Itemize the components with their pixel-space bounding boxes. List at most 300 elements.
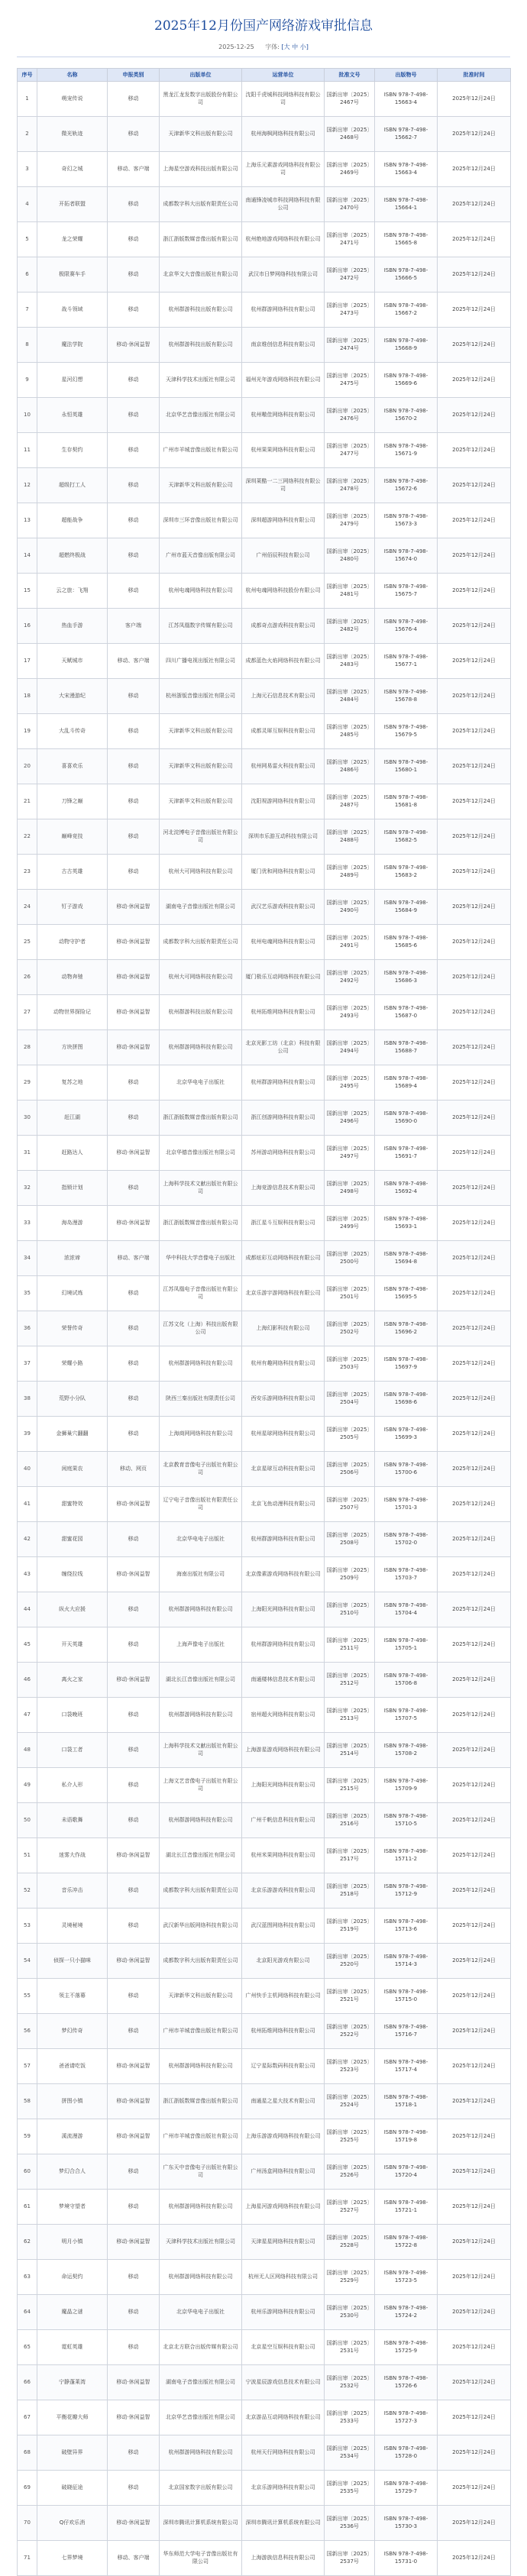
- cell-approval-no: 国新出审〔2025〕2493号: [325, 995, 375, 1030]
- cell-category: 移动·休闲益智: [108, 1206, 160, 1241]
- cell-publisher: 天津科学技术出版社有限公司: [160, 2225, 242, 2260]
- cell-category: 移动: [108, 2471, 160, 2506]
- cell-isbn: ISBN 978-7-498-15669-6: [375, 363, 438, 398]
- cell-isbn: ISBN 978-7-498-15731-0: [375, 2541, 438, 2576]
- table-row: [18, 784, 511, 819]
- cell-approval-no: 国新出审〔2025〕2511号: [325, 1627, 375, 1663]
- cell-category: 移动: [108, 1909, 160, 1944]
- cell-index: 52: [18, 1873, 37, 1909]
- cell-approval-date: 2025年12月24日: [438, 1311, 511, 1346]
- cell-isbn: ISBN 978-7-498-15671-9: [375, 433, 438, 468]
- cell-category: 移动: [108, 1803, 160, 1838]
- cell-name: 赶江湖: [37, 1101, 108, 1136]
- cell-publisher: 杭州群游网络科技有限公司: [160, 1698, 242, 1733]
- cell-approval-date: 2025年12月24日: [438, 1733, 511, 1768]
- cell-index: 60: [18, 2154, 37, 2190]
- cell-index: 1: [18, 82, 37, 117]
- cell-operator: 厦门极乐互动网络科技有限公司: [242, 960, 325, 995]
- cell-category: 移动: [108, 784, 160, 819]
- table-row: [18, 2400, 511, 2435]
- cell-name: 浓浓谛: [37, 1241, 108, 1276]
- cell-category: 移动: [108, 2260, 160, 2295]
- cell-index: 5: [18, 222, 37, 257]
- cell-name: 极限赛车手: [37, 257, 108, 293]
- cell-name: 缠绕拉线: [37, 1557, 108, 1592]
- cell-publisher: 四川广播电视出版社有限公司: [160, 644, 242, 679]
- cell-isbn: ISBN 978-7-498-15707-5: [375, 1698, 438, 1733]
- cell-category: 移动·休闲益智: [108, 328, 160, 363]
- table-row: [18, 609, 511, 644]
- cell-approval-date: 2025年12月24日: [438, 819, 511, 855]
- cell-approval-date: 2025年12月24日: [438, 574, 511, 609]
- cell-publisher: 天津新华文科出版有限公司: [160, 749, 242, 784]
- page-title: 2025年12月份国产网络游戏审批信息: [154, 18, 373, 34]
- table-row: [18, 1627, 511, 1663]
- cell-publisher: 北京华艺音像出版社有限公司: [160, 398, 242, 433]
- cell-approval-no: 国新出审〔2025〕2483号: [325, 644, 375, 679]
- cell-index: 24: [18, 890, 37, 925]
- table-row: [18, 187, 511, 222]
- cell-approval-no: 国新出审〔2025〕2503号: [325, 1346, 375, 1382]
- cell-approval-no: 国新出审〔2025〕2524号: [325, 2084, 375, 2119]
- table-row: [18, 1276, 511, 1311]
- cell-isbn: ISBN 978-7-498-15726-6: [375, 2365, 438, 2400]
- cell-index: 64: [18, 2295, 37, 2330]
- cell-index: 70: [18, 2506, 37, 2541]
- cell-operator: 广州佰辰科技有限公司: [242, 538, 325, 574]
- cell-name: 音乐冲击: [37, 1873, 108, 1909]
- cell-approval-no: 国新出审〔2025〕2499号: [325, 1206, 375, 1241]
- cell-index: 19: [18, 714, 37, 749]
- cell-category: 移动: [108, 2154, 160, 2190]
- cell-category: 移动: [108, 2014, 160, 2049]
- cell-approval-no: 国新出审〔2025〕2484号: [325, 679, 375, 714]
- cell-isbn: ISBN 978-7-498-15672-6: [375, 468, 438, 503]
- cell-approval-no: 国新出审〔2025〕2523号: [325, 2049, 375, 2084]
- cell-approval-no: 国新出审〔2025〕2482号: [325, 609, 375, 644]
- cell-operator: 深圳市腾讯计算机系统有限公司: [242, 2506, 325, 2541]
- cell-category: 移动: [108, 503, 160, 538]
- cell-category: 移动: [108, 1627, 160, 1663]
- cell-approval-no: 国新出审〔2025〕2481号: [325, 574, 375, 609]
- cell-operator: 杭州无人区网络科技有限公司: [242, 2260, 325, 2295]
- cell-publisher: 北京国家数字出版有限公司: [160, 2471, 242, 2506]
- cell-approval-date: 2025年12月24日: [438, 1452, 511, 1487]
- cell-approval-no: 国新出审〔2025〕2480号: [325, 538, 375, 574]
- cell-isbn: ISBN 978-7-498-15677-1: [375, 644, 438, 679]
- cell-publisher: 广东天中音像电子出版社有限公司: [160, 2154, 242, 2190]
- cell-publisher: 北京北方联合出版传媒有限公司: [160, 2330, 242, 2365]
- cell-approval-no: 国新出审〔2025〕2537号: [325, 2541, 375, 2576]
- cell-approval-date: 2025年12月24日: [438, 2260, 511, 2295]
- cell-approval-date: 2025年12月24日: [438, 2084, 511, 2119]
- table-row: [18, 2435, 511, 2471]
- cell-isbn: ISBN 978-7-498-15673-3: [375, 503, 438, 538]
- cell-approval-date: 2025年12月24日: [438, 1838, 511, 1873]
- cell-category: 移动: [108, 1101, 160, 1136]
- cell-name: 梦幻传奇: [37, 2014, 108, 2049]
- cell-approval-date: 2025年12月24日: [438, 1979, 511, 2014]
- cell-name: 甜蜜花园: [37, 1522, 108, 1557]
- cell-index: 47: [18, 1698, 37, 1733]
- cell-name: 喜喜欢乐: [37, 749, 108, 784]
- cell-approval-date: 2025年12月24日: [438, 117, 511, 152]
- cell-isbn: ISBN 978-7-498-15666-5: [375, 257, 438, 293]
- table-row: [18, 152, 511, 187]
- cell-publisher: 天津新华文科出版有限公司: [160, 784, 242, 819]
- cell-index: 48: [18, 1733, 37, 1768]
- cell-approval-no: 国新出审〔2025〕2528号: [325, 2225, 375, 2260]
- table-row: [18, 1944, 511, 1979]
- cell-approval-date: 2025年12月24日: [438, 855, 511, 890]
- cell-approval-date: 2025年12月24日: [438, 2400, 511, 2435]
- cell-approval-date: 2025年12月24日: [438, 2190, 511, 2225]
- column-header-approval-no: 批准文号: [325, 69, 375, 82]
- cell-publisher: 浙江浙版数媒音像出版有限公司: [160, 1206, 242, 1241]
- cell-publisher: 广州市蓝天音像出版有限公司: [160, 538, 242, 574]
- cell-approval-no: 国新出审〔2025〕2473号: [325, 293, 375, 328]
- table-row: [18, 1733, 511, 1768]
- cell-publisher: 湖北长江音像出版社有限公司: [160, 1838, 242, 1873]
- cell-category: 移动·休闲益智: [108, 995, 160, 1030]
- cell-name: 古古英雄: [37, 855, 108, 890]
- cell-index: 43: [18, 1557, 37, 1592]
- cell-publisher: 北京华电电子出版社: [160, 2295, 242, 2330]
- cell-isbn: ISBN 978-7-498-15727-3: [375, 2400, 438, 2435]
- cell-approval-no: 国新出审〔2025〕2491号: [325, 925, 375, 960]
- cell-index: 40: [18, 1452, 37, 1487]
- cell-category: 移动: [108, 1873, 160, 1909]
- cell-category: 移动: [108, 1522, 160, 1557]
- cell-isbn: ISBN 978-7-498-15708-2: [375, 1733, 438, 1768]
- cell-approval-date: 2025年12月24日: [438, 1522, 511, 1557]
- table-row: [18, 1452, 511, 1487]
- cell-operator: 广州快手主机网络科技有限公司: [242, 1979, 325, 2014]
- cell-category: 移动: [108, 1065, 160, 1101]
- cell-name: 生存契约: [37, 433, 108, 468]
- cell-approval-date: 2025年12月24日: [438, 2119, 511, 2154]
- table-row: [18, 644, 511, 679]
- cell-approval-no: 国新出审〔2025〕2467号: [325, 82, 375, 117]
- cell-category: 移动: [108, 187, 160, 222]
- cell-approval-no: 国新出审〔2025〕2516号: [325, 1803, 375, 1838]
- column-header-index: 序号: [18, 69, 37, 82]
- cell-category: 移动: [108, 1276, 160, 1311]
- cell-category: 移动、客户端: [108, 2541, 160, 2576]
- cell-approval-date: 2025年12月24日: [438, 363, 511, 398]
- cell-category: 移动: [108, 855, 160, 890]
- cell-index: 33: [18, 1206, 37, 1241]
- table-row: [18, 1065, 511, 1101]
- cell-approval-date: 2025年12月24日: [438, 644, 511, 679]
- cell-name: 动物守护者: [37, 925, 108, 960]
- cell-name: 破壁异界: [37, 2435, 108, 2471]
- table-row: [18, 890, 511, 925]
- table-row: [18, 2506, 511, 2541]
- cell-index: 8: [18, 328, 37, 363]
- cell-isbn: ISBN 978-7-498-15690-0: [375, 1101, 438, 1136]
- cell-name: 动物奔驰: [37, 960, 108, 995]
- cell-publisher: 杭州大可网络科技有限公司: [160, 855, 242, 890]
- cell-isbn: ISBN 978-7-498-15712-9: [375, 1873, 438, 1909]
- cell-index: 12: [18, 468, 37, 503]
- cell-publisher: 天津科学技术出版社有限公司: [160, 363, 242, 398]
- cell-category: 移动: [108, 1311, 160, 1346]
- cell-category: 移动: [108, 363, 160, 398]
- cell-index: 38: [18, 1382, 37, 1417]
- table-row: [18, 1698, 511, 1733]
- cell-isbn: ISBN 978-7-498-15705-1: [375, 1627, 438, 1663]
- cell-isbn: ISBN 978-7-498-15728-0: [375, 2435, 438, 2471]
- cell-operator: 成都灵犀互娱科技有限公司: [242, 714, 325, 749]
- cell-publisher: 陕西三秦出版社有限责任公司: [160, 1382, 242, 1417]
- cell-publisher: 上海星空游戏科技出版有限公司: [160, 152, 242, 187]
- cell-publisher: 深圳市三环音像出版社有限公司: [160, 503, 242, 538]
- cell-operator: 上海星河游戏网络科技有限公司: [242, 2190, 325, 2225]
- cell-isbn: ISBN 978-7-498-15718-1: [375, 2084, 438, 2119]
- cell-category: 移动·休闲益智: [108, 2400, 160, 2435]
- column-header-operator: 运营单位: [242, 69, 325, 82]
- cell-operator: 杭州群游网络科技有限公司: [242, 1522, 325, 1557]
- cell-name: 金狮巢穴翻翻: [37, 1417, 108, 1452]
- cell-operator: 武汉蓝图网络科技有限公司: [242, 1909, 325, 1944]
- cell-publisher: 天津新华文科出版有限公司: [160, 1979, 242, 2014]
- cell-name: 溪流漫游: [37, 2119, 108, 2154]
- article-meta: 2025-12-25 字体: [大 中 小]: [218, 44, 309, 50]
- cell-publisher: 湖南电子音像出版社有限公司: [160, 2365, 242, 2400]
- cell-publisher: 杭州群游网络科技有限公司: [160, 2435, 242, 2471]
- cell-publisher: 上海商网网络科技有限公司: [160, 1417, 242, 1452]
- cell-name: 指锁计划: [37, 1171, 108, 1206]
- cell-index: 23: [18, 855, 37, 890]
- cell-category: 移动·休闲益智: [108, 1944, 160, 1979]
- cell-index: 49: [18, 1768, 37, 1803]
- cell-publisher: 杭州群游网络科技有限公司: [160, 2260, 242, 2295]
- cell-operator: 宿州超火网络科技有限公司: [242, 1698, 325, 1733]
- cell-operator: 武汉艺乐游戏科技有限公司: [242, 890, 325, 925]
- cell-name: 大宋漫游纪: [37, 679, 108, 714]
- cell-category: 移动: [108, 1592, 160, 1627]
- table-row: [18, 2154, 511, 2190]
- cell-isbn: ISBN 978-7-498-15721-1: [375, 2190, 438, 2225]
- cell-approval-no: 国新出审〔2025〕2532号: [325, 2365, 375, 2400]
- cell-category: 移动·休闲益智: [108, 1557, 160, 1592]
- table-row: [18, 1838, 511, 1873]
- cell-operator: 上海幻影科技有限公司: [242, 1311, 325, 1346]
- cell-category: 移动·休闲益智: [108, 2119, 160, 2154]
- cell-isbn: ISBN 978-7-498-15691-7: [375, 1136, 438, 1171]
- table-row: [18, 1171, 511, 1206]
- cell-approval-date: 2025年12月24日: [438, 538, 511, 574]
- cell-isbn: ISBN 978-7-498-15697-9: [375, 1346, 438, 1382]
- cell-category: 移动·休闲益智: [108, 890, 160, 925]
- cell-name: 梦境守望者: [37, 2190, 108, 2225]
- cell-isbn: ISBN 978-7-498-15713-6: [375, 1909, 438, 1944]
- cell-publisher: 海南出版社有限公司: [160, 1557, 242, 1592]
- cell-approval-date: 2025年12月24日: [438, 2541, 511, 2576]
- table-row: [18, 1382, 511, 1417]
- cell-index: 39: [18, 1417, 37, 1452]
- table-row: [18, 2225, 511, 2260]
- cell-isbn: ISBN 978-7-498-15724-2: [375, 2295, 438, 2330]
- cell-approval-date: 2025年12月24日: [438, 1171, 511, 1206]
- cell-operator: 北京星空互娱科技有限公司: [242, 2330, 325, 2365]
- cell-isbn: ISBN 978-7-498-15683-2: [375, 855, 438, 890]
- cell-name: 奇幻之城: [37, 152, 108, 187]
- cell-approval-no: 国新出审〔2025〕2522号: [325, 2014, 375, 2049]
- cell-operator: 杭州有趣网络科技有限公司: [242, 1346, 325, 1382]
- cell-approval-no: 国新出审〔2025〕2490号: [325, 890, 375, 925]
- cell-operator: 北京乐游游戏科技有限公司: [242, 1873, 325, 1909]
- cell-isbn: ISBN 978-7-498-15706-8: [375, 1663, 438, 1698]
- cell-publisher: 杭州大可网络科技有限公司: [160, 960, 242, 995]
- cell-operator: 杭州拓维网络科技有限公司: [242, 995, 325, 1030]
- cell-approval-date: 2025年12月24日: [438, 749, 511, 784]
- cell-operator: 杭州果果网络科技有限公司: [242, 433, 325, 468]
- cell-operator: 北京乐游网络科技有限公司: [242, 2471, 325, 2506]
- cell-isbn: ISBN 978-7-498-15663-4: [375, 152, 438, 187]
- font-size-small-link[interactable]: 小: [299, 44, 306, 50]
- cell-approval-no: 国新出审〔2025〕2514号: [325, 1733, 375, 1768]
- cell-isbn: ISBN 978-7-498-15711-2: [375, 1838, 438, 1873]
- table-row: [18, 2084, 511, 2119]
- cell-isbn: ISBN 978-7-498-15684-9: [375, 890, 438, 925]
- cell-publisher: 华中科技大学音像电子出版社: [160, 1241, 242, 1276]
- cell-operator: 成都蓝色火焰网络科技有限公司: [242, 644, 325, 679]
- cell-approval-no: 国新出审〔2025〕2501号: [325, 1276, 375, 1311]
- cell-isbn: ISBN 978-7-498-15663-4: [375, 82, 438, 117]
- cell-operator: 苏州游动网络科技有限公司: [242, 1136, 325, 1171]
- cell-operator: 上海游星游戏网络科技有限公司: [242, 1733, 325, 1768]
- cell-index: 13: [18, 503, 37, 538]
- cell-operator: 北京飞鱼动漫科技有限公司: [242, 1487, 325, 1522]
- cell-operator: 宁波星辰游戏信息技术有限公司: [242, 2365, 325, 2400]
- cell-operator: 北京光影工坊（北京）科技有限公司: [242, 1030, 325, 1065]
- cell-index: 50: [18, 1803, 37, 1838]
- table-row: [18, 433, 511, 468]
- cell-name: 战斗领域: [37, 293, 108, 328]
- font-size-large-link[interactable]: 大: [283, 44, 290, 50]
- cell-name: 七界梦境: [37, 2541, 108, 2576]
- cell-name: 破晓征途: [37, 2471, 108, 2506]
- cell-publisher: 江苏凤凰电子音像出版社有限公司: [160, 1276, 242, 1311]
- table-row: [18, 2190, 511, 2225]
- cell-publisher: 成都数字科大出版有限责任公司: [160, 925, 242, 960]
- cell-name: 开拓者联盟: [37, 187, 108, 222]
- table-header-row: [18, 69, 511, 82]
- cell-name: 云之旅：飞翔: [37, 574, 108, 609]
- table-row: [18, 293, 511, 328]
- cell-publisher: 北京华德音像出版社有限公司: [160, 1136, 242, 1171]
- cell-approval-no: 国新出审〔2025〕2477号: [325, 433, 375, 468]
- table-row: [18, 1557, 511, 1592]
- cell-publisher: 杭州群游网络科技有限公司: [160, 1803, 242, 1838]
- cell-operator: 深圳市乐游互动科技有限公司: [242, 819, 325, 855]
- cell-category: 移动: [108, 433, 160, 468]
- cell-index: 30: [18, 1101, 37, 1136]
- cell-name: 甜蜜特效: [37, 1487, 108, 1522]
- cell-name: 迷雾大作战: [37, 1838, 108, 1873]
- cell-publisher: 北京华电电子出版社: [160, 1065, 242, 1101]
- cell-name: 领主不落幕: [37, 1979, 108, 2014]
- cell-approval-date: 2025年12月24日: [438, 1803, 511, 1838]
- cell-approval-date: 2025年12月24日: [438, 1136, 511, 1171]
- cell-index: 57: [18, 2049, 37, 2084]
- cell-operator: 北京乐游宇游网络科技有限公司: [242, 1276, 325, 1311]
- cell-category: 移动: [108, 293, 160, 328]
- cell-name: 刀锋之巅: [37, 784, 108, 819]
- cell-index: 44: [18, 1592, 37, 1627]
- cell-index: 6: [18, 257, 37, 293]
- table-row: [18, 1487, 511, 1522]
- cell-publisher: 广州市羊城音像出版社有限公司: [160, 2014, 242, 2049]
- table-row: [18, 1030, 511, 1065]
- column-header-name: 名称: [37, 69, 108, 82]
- cell-index: 41: [18, 1487, 37, 1522]
- table-row: [18, 2119, 511, 2154]
- cell-approval-date: 2025年12月24日: [438, 960, 511, 995]
- cell-approval-no: 国新出审〔2025〕2513号: [325, 1698, 375, 1733]
- cell-category: 移动·休闲益智: [108, 960, 160, 995]
- cell-approval-date: 2025年12月24日: [438, 398, 511, 433]
- table-body: [18, 82, 511, 2576]
- cell-operator: 天津星星网络科技有限公司: [242, 2225, 325, 2260]
- cell-category: 移动: [108, 222, 160, 257]
- cell-approval-no: 国新出审〔2025〕2508号: [325, 1522, 375, 1557]
- cell-name: 开天英雄: [37, 1627, 108, 1663]
- cell-index: 3: [18, 152, 37, 187]
- cell-approval-date: 2025年12月24日: [438, 293, 511, 328]
- cell-publisher: 杭州群游网络科技有限公司: [160, 1592, 242, 1627]
- cell-operator: 沈阳视游网络科技有限公司: [242, 784, 325, 819]
- cell-approval-date: 2025年12月24日: [438, 1909, 511, 1944]
- cell-operator: 上海游族信息科技有限公司: [242, 2541, 325, 2576]
- font-size-medium-link[interactable]: 中: [292, 44, 299, 50]
- cell-category: 移动: [108, 257, 160, 293]
- cell-category: 移动·休闲益智: [108, 2365, 160, 2400]
- table-row: [18, 328, 511, 363]
- cell-operator: 杭州星球网络科技有限公司: [242, 1417, 325, 1452]
- cell-category: 移动·休闲益智: [108, 2225, 160, 2260]
- cell-name: 天赋城市: [37, 644, 108, 679]
- cell-approval-date: 2025年12月24日: [438, 2049, 511, 2084]
- cell-approval-date: 2025年12月24日: [438, 1698, 511, 1733]
- cell-isbn: ISBN 978-7-498-15709-9: [375, 1768, 438, 1803]
- cell-name: 荒野小分队: [37, 1382, 108, 1417]
- cell-publisher: 杭州电魂网络科技有限公司: [160, 574, 242, 609]
- cell-operator: 广州汤盒网络科技有限公司: [242, 2154, 325, 2190]
- cell-publisher: 杭州群游科技出版有限公司: [160, 328, 242, 363]
- cell-approval-date: 2025年12月24日: [438, 433, 511, 468]
- table-row: [18, 1522, 511, 1557]
- cell-approval-date: 2025年12月24日: [438, 2365, 511, 2400]
- cell-index: 56: [18, 2014, 37, 2049]
- cell-index: 34: [18, 1241, 37, 1276]
- cell-publisher: 广州市羊城音像出版社有限公司: [160, 2119, 242, 2154]
- cell-isbn: ISBN 978-7-498-15720-4: [375, 2154, 438, 2190]
- cell-approval-no: 国新出审〔2025〕2527号: [325, 2190, 375, 2225]
- cell-index: 67: [18, 2400, 37, 2435]
- cell-category: 移动·休闲益智: [108, 1030, 160, 1065]
- cell-category: 移动: [108, 468, 160, 503]
- cell-publisher: 杭州群游网络科技有限公司: [160, 1346, 242, 1382]
- table-row: [18, 1803, 511, 1838]
- cell-publisher: 北京华电电子出版社: [160, 1522, 242, 1557]
- cell-approval-no: 国新出审〔2025〕2521号: [325, 1979, 375, 2014]
- cell-name: 魔法学院: [37, 328, 108, 363]
- cell-operator: 杭州米果网络科技有限公司: [242, 1838, 325, 1873]
- cell-publisher: 深圳市腾讯计算机系统有限公司: [160, 2506, 242, 2541]
